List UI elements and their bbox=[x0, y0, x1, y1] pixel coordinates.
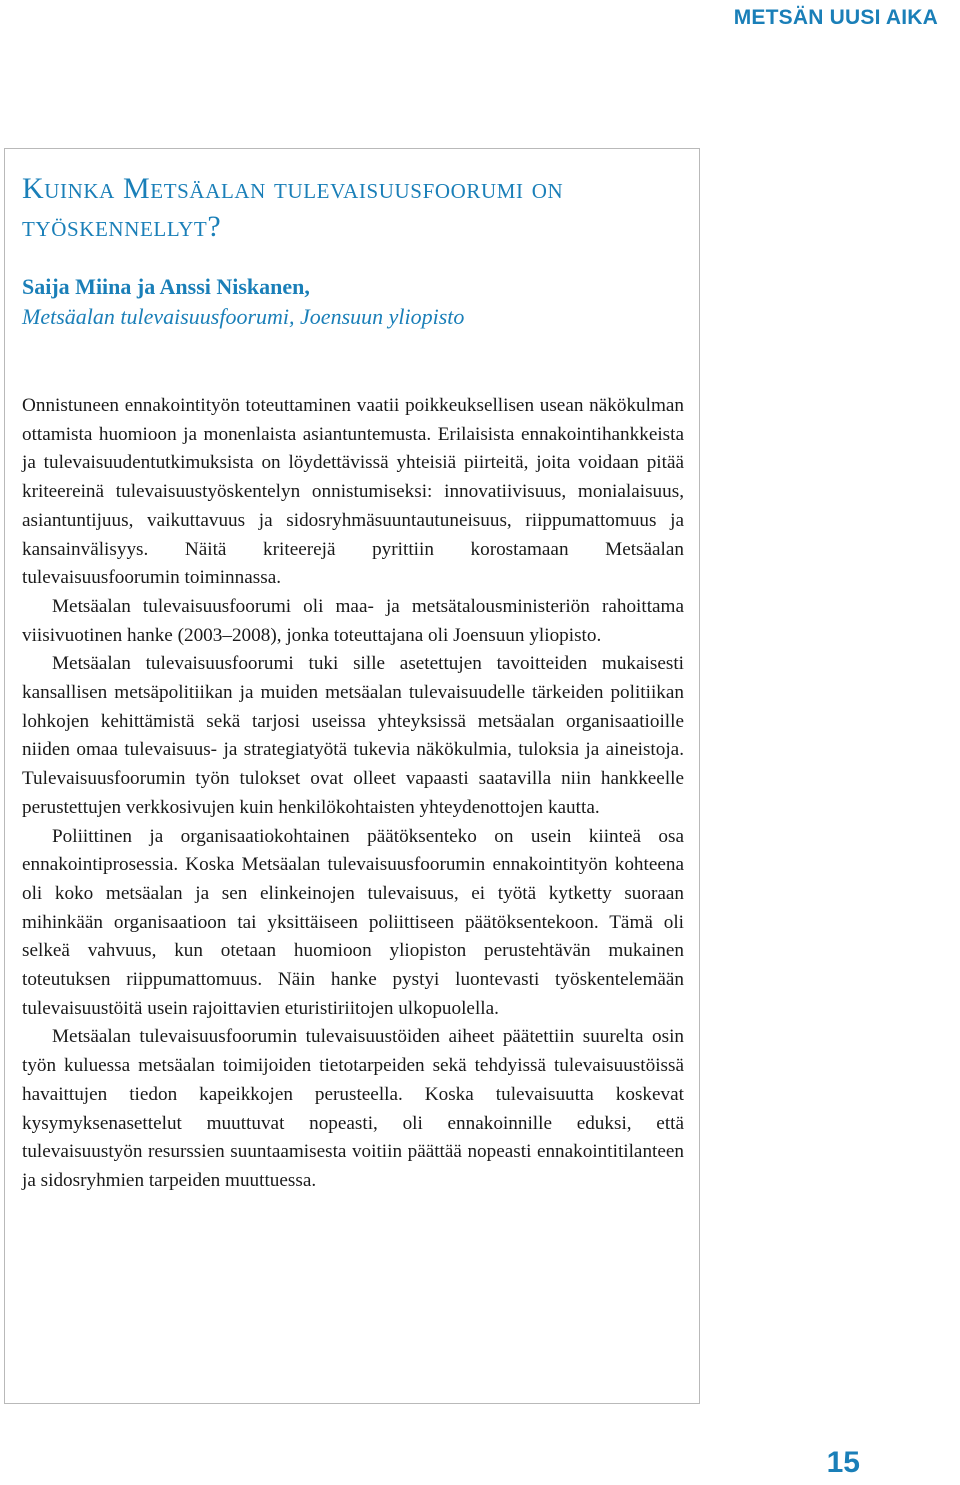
page-number: 15 bbox=[826, 1446, 860, 1479]
author-names: Saija Miina ja Anssi Niskanen, bbox=[22, 274, 310, 299]
article-title: Kuinka Metsäalan tulevaisuusfoorumi on työskennellyt? bbox=[22, 172, 564, 243]
article-body bbox=[22, 392, 684, 1196]
author-affiliation: Metsäalan tulevaisuusfoorumi, Joensuun yliopisto bbox=[22, 304, 465, 329]
body-paragraph: Onnistuneen ennakointityön toteuttaminen vaatii poikkeuksellisen usean näkökulman ottamista huomioon ja monenlaista asiantuntemusta. Erilaisista ennakointihankkeista ja tulevaisuudentutkimuksista on löydettävissä yhteisiä piirteitä, joita voidaan pitää kriteereinä tulevaisuustyöskentelyn onnistumiseksi: innovatiivisuus, monialaisuus, asiantuntijuus, vaikuttavuus ja sidosryhmäsuuntautuneisuus, riippumattomuus ja kansainvälisyys. Näitä kriteerejä pyrittiin korostamaan Metsäalan tulevaisuusfoorumin toiminnassa. bbox=[22, 395, 684, 589]
body-paragraph: Metsäalan tulevaisuusfoorumi oli maa- ja metsätalousministeriön rahoittama viisivuotinen hanke (2003–2008), jonka toteuttajana oli Joensuun yliopisto. bbox=[22, 595, 684, 646]
running-header: METSÄN UUSI AIKA bbox=[733, 6, 938, 29]
article-byline bbox=[22, 272, 682, 332]
body-paragraph: Poliittinen ja organisaatiokohtainen päätöksenteko on usein kiinteä osa ennakointiprosessia. Koska Metsäalan tulevaisuusfoorumin ennakointityön kohteena oli koko metsäalan ja sen elinkeinojen tulevaisuus, ei työtä kytketty suoraan mihinkään organisaatioon tai yksittäiseen poliittiseen päätöksentekoon. Tämä oli selkeä vahvuus, kun otetaan huomioon yliopiston perustehtävän mukainen toteutuksen riippumattomuus. Näin hanke pystyi luontevasti työskentelemään tulevaisuustöitä usein rajoittavien eturistiriitojen ulkopuolella. bbox=[22, 825, 684, 1019]
body-paragraph: Metsäalan tulevaisuusfoorumi tuki sille asetettujen tavoitteiden mukaisesti kansallisen metsäpolitiikan ja muiden metsäalan tulevaisuudelle tärkeiden politiikan lohkojen kehittämistä sekä tarjosi useissa yhteyksissä metsäalan organisaatioille niiden omaa tulevaisuus- ja strategiatyötä tukevia näkökulmia, tuloksia ja aineistoja. Tulevaisuusfoorumin työn tulokset ovat olleet vapaasti saatavilla niin hankkeelle perustettujen verkkosivujen kuin henkilökohtaisten yhteydenottojen kautta. bbox=[22, 653, 684, 818]
body-paragraph: Metsäalan tulevaisuusfoorumin tulevaisuustöiden aiheet päätettiin suurelta osin työn kuluessa metsäalan toimijoiden tietotarpeiden sekä tehdyissä tulevaisuustöissä havaittujen tiedon kapeikkojen perusteella. Koska tulevaisuutta koskevat kysymyksenasettelut muuttuvat nopeasti, oli ennakoinnille eduksi, että tulevaisuustyön resurssien suuntaamisesta voitiin päättää nopeasti ennakointitilanteen ja sidosryhmien tarpeiden muuttuessa. bbox=[22, 1026, 684, 1191]
